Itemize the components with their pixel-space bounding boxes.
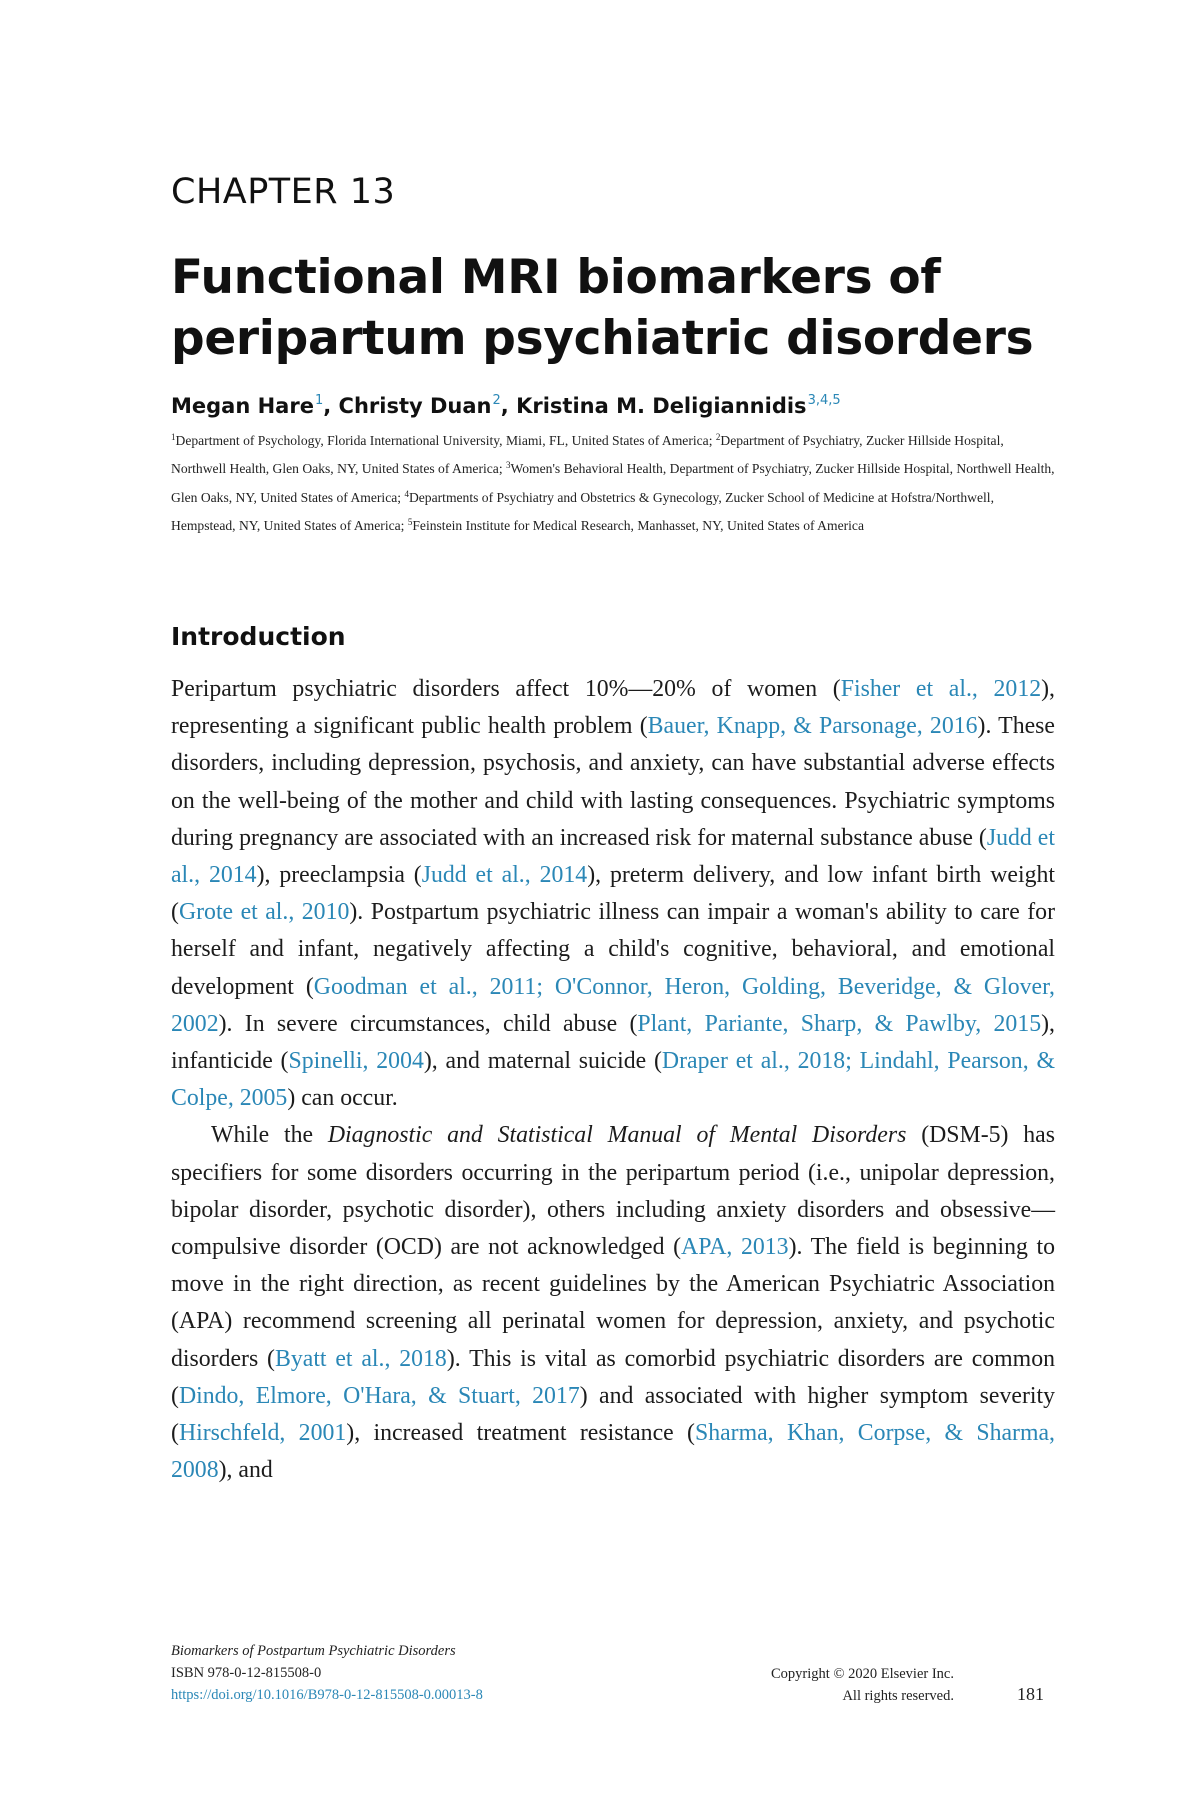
text-run: ). Postpartum psychiatric illness can impair a woman's ability to care for herself and infant, negatively affecting a child's cognitive, behavioral, and emotional development (: [171, 899, 1055, 1000]
text-run: ), infanticide (: [171, 1010, 1055, 1075]
text-run: Peripartum psychiatric disorders affect 10%—20% of women (: [171, 676, 841, 702]
text-run: ) can occur.: [287, 1085, 398, 1112]
text-run: While the: [211, 1122, 328, 1149]
isbn: ISBN 978-0-12-815508-0: [171, 1665, 322, 1681]
book-title: Biomarkers of Postpartum Psychiatric Disorders: [171, 1643, 456, 1659]
citation-link[interactable]: Grote et al., 2010: [178, 899, 350, 926]
affiliation-number: 3: [506, 460, 511, 471]
doi-link[interactable]: https://doi.org/10.1016/B978-0-12-815508-0.00013-8: [171, 1687, 483, 1703]
author-affiliation-ref[interactable]: 1: [314, 393, 324, 408]
affiliation-text: Feinstein Institute for Medical Research, Manhasset, NY, United States of America: [412, 518, 864, 534]
chapter-title: Functional MRI biomarkers of peripartum psychiatric disorders: [171, 250, 1034, 366]
text-run: ). The field is beginning to move in the right direction, as recent guidelines by the American Psychiatric Association (APA) recommend screening all perinatal women for depression, anxiety, and psychotic disorders (: [171, 1234, 1056, 1372]
text-run: ), preterm delivery, and low infant birth weight (: [171, 862, 1055, 926]
text-run: ), representing a significant public health problem (: [171, 676, 1055, 740]
affiliation-text: Departments of Psychiatry and Obstetrics & Gynecology, Zucker School of Medicine at Hofstra/Northwell, Hempstead, NY, United States of America;: [171, 489, 994, 534]
copyright-block: [700, 1663, 954, 1707]
affiliation-number: 5: [407, 517, 413, 528]
affiliation-number: 1: [171, 432, 176, 442]
affiliation-text: Women's Behavioral Health, Department of Psychiatry, Zucker Hillside Hospital, Northwell Health, Glen Oaks, NY, United States of America;: [171, 461, 1055, 505]
author-name: Kristina M. Deligiannidis: [516, 394, 807, 418]
affiliation-text: Department of Psychiatry, Zucker Hillside Hospital, Northwell Health, Glen Oaks, NY, United States of America;: [171, 433, 1004, 477]
author-affiliation-ref[interactable]: 3,4,5: [807, 393, 841, 408]
author-affiliation-ref[interactable]: 2: [492, 393, 501, 408]
citation-link[interactable]: Plant, Pariante, Sharp, & Pawlby, 2015: [637, 1010, 1042, 1037]
text-run: ), increased treatment resistance (: [346, 1420, 695, 1447]
author-list: [171, 393, 841, 418]
citation-link[interactable]: Draper et al., 2018; Lindahl, Pearson, & Colpe, 2005: [171, 1048, 1055, 1112]
citation-link[interactable]: Sharma, Khan, Corpse, & Sharma, 2008: [171, 1420, 1056, 1484]
text-run: (DSM-5) has specifiers for some disorders occurring in the peripartum period (i.e., unipolar depression, bipolar disorder, psychotic disorder), others including anxiety disorders and obsessive—compulsive disorder (OCD) are not acknowledged (: [171, 1122, 1055, 1261]
citation-link[interactable]: Spinelli, 2004: [288, 1048, 424, 1075]
citation-link[interactable]: Fisher et al., 2012: [840, 676, 1042, 702]
body-text: [171, 671, 1055, 1489]
paragraph: [171, 671, 1055, 1117]
chapter-label: CHAPTER 13: [171, 172, 396, 212]
citation-link[interactable]: Byatt et al., 2018: [274, 1345, 447, 1372]
citation-link[interactable]: Dindo, Elmore, O'Hara, & Stuart, 2017: [178, 1382, 580, 1409]
paragraph: [171, 1117, 1055, 1489]
text-run: ). In severe circumstances, child abuse (: [218, 1010, 638, 1037]
affiliation-text: Department of Psychology, Florida International University, Miami, FL, United States of America;: [175, 433, 716, 448]
affiliations: [171, 425, 1061, 539]
affiliation-number: 2: [715, 432, 721, 442]
text-run: ), preeclampsia (: [256, 862, 422, 889]
citation-link[interactable]: Judd et al., 2014: [421, 862, 588, 889]
citation-link[interactable]: Judd et al., 2014: [171, 824, 1055, 889]
citation-link[interactable]: APA, 2013: [681, 1234, 789, 1261]
author-separator: ,: [500, 394, 517, 418]
text-run: ). This is vital as comorbid psychiatric disorders are common (: [171, 1345, 1055, 1409]
affiliation-number: 4: [404, 488, 409, 499]
author-name: Christy Duan: [338, 394, 492, 418]
section-heading: Introduction: [171, 622, 346, 651]
citation-link[interactable]: Hirschfeld, 2001: [178, 1420, 347, 1447]
rights: All rights reserved.: [842, 1688, 954, 1704]
citation-link[interactable]: Bauer, Knapp, & Parsonage, 2016: [647, 713, 978, 740]
text-run: ), and: [218, 1457, 273, 1484]
text-run: ), and maternal suicide (: [423, 1048, 662, 1075]
author-name: Megan Hare: [171, 394, 314, 418]
author-separator: ,: [323, 394, 339, 418]
citation-link[interactable]: Goodman et al., 2011; O'Connor, Heron, Golding, Beveridge, & Glover, 2002: [171, 973, 1055, 1037]
text-run: ) and associated with higher symptom severity (: [171, 1382, 1055, 1447]
copyright: Copyright © 2020 Elsevier Inc.: [771, 1666, 954, 1682]
italic-text: Diagnostic and Statistical Manual of Mental Disorders: [327, 1122, 907, 1149]
page-number: 181: [1017, 1684, 1044, 1704]
text-run: ). These disorders, including depression, psychosis, and anxiety, can have substantial adverse effects on the well-being of the mother and child with lasting consequences. Psychiatric symptoms during pregnancy are associated with an increased risk for maternal substance abuse (: [171, 713, 1055, 851]
